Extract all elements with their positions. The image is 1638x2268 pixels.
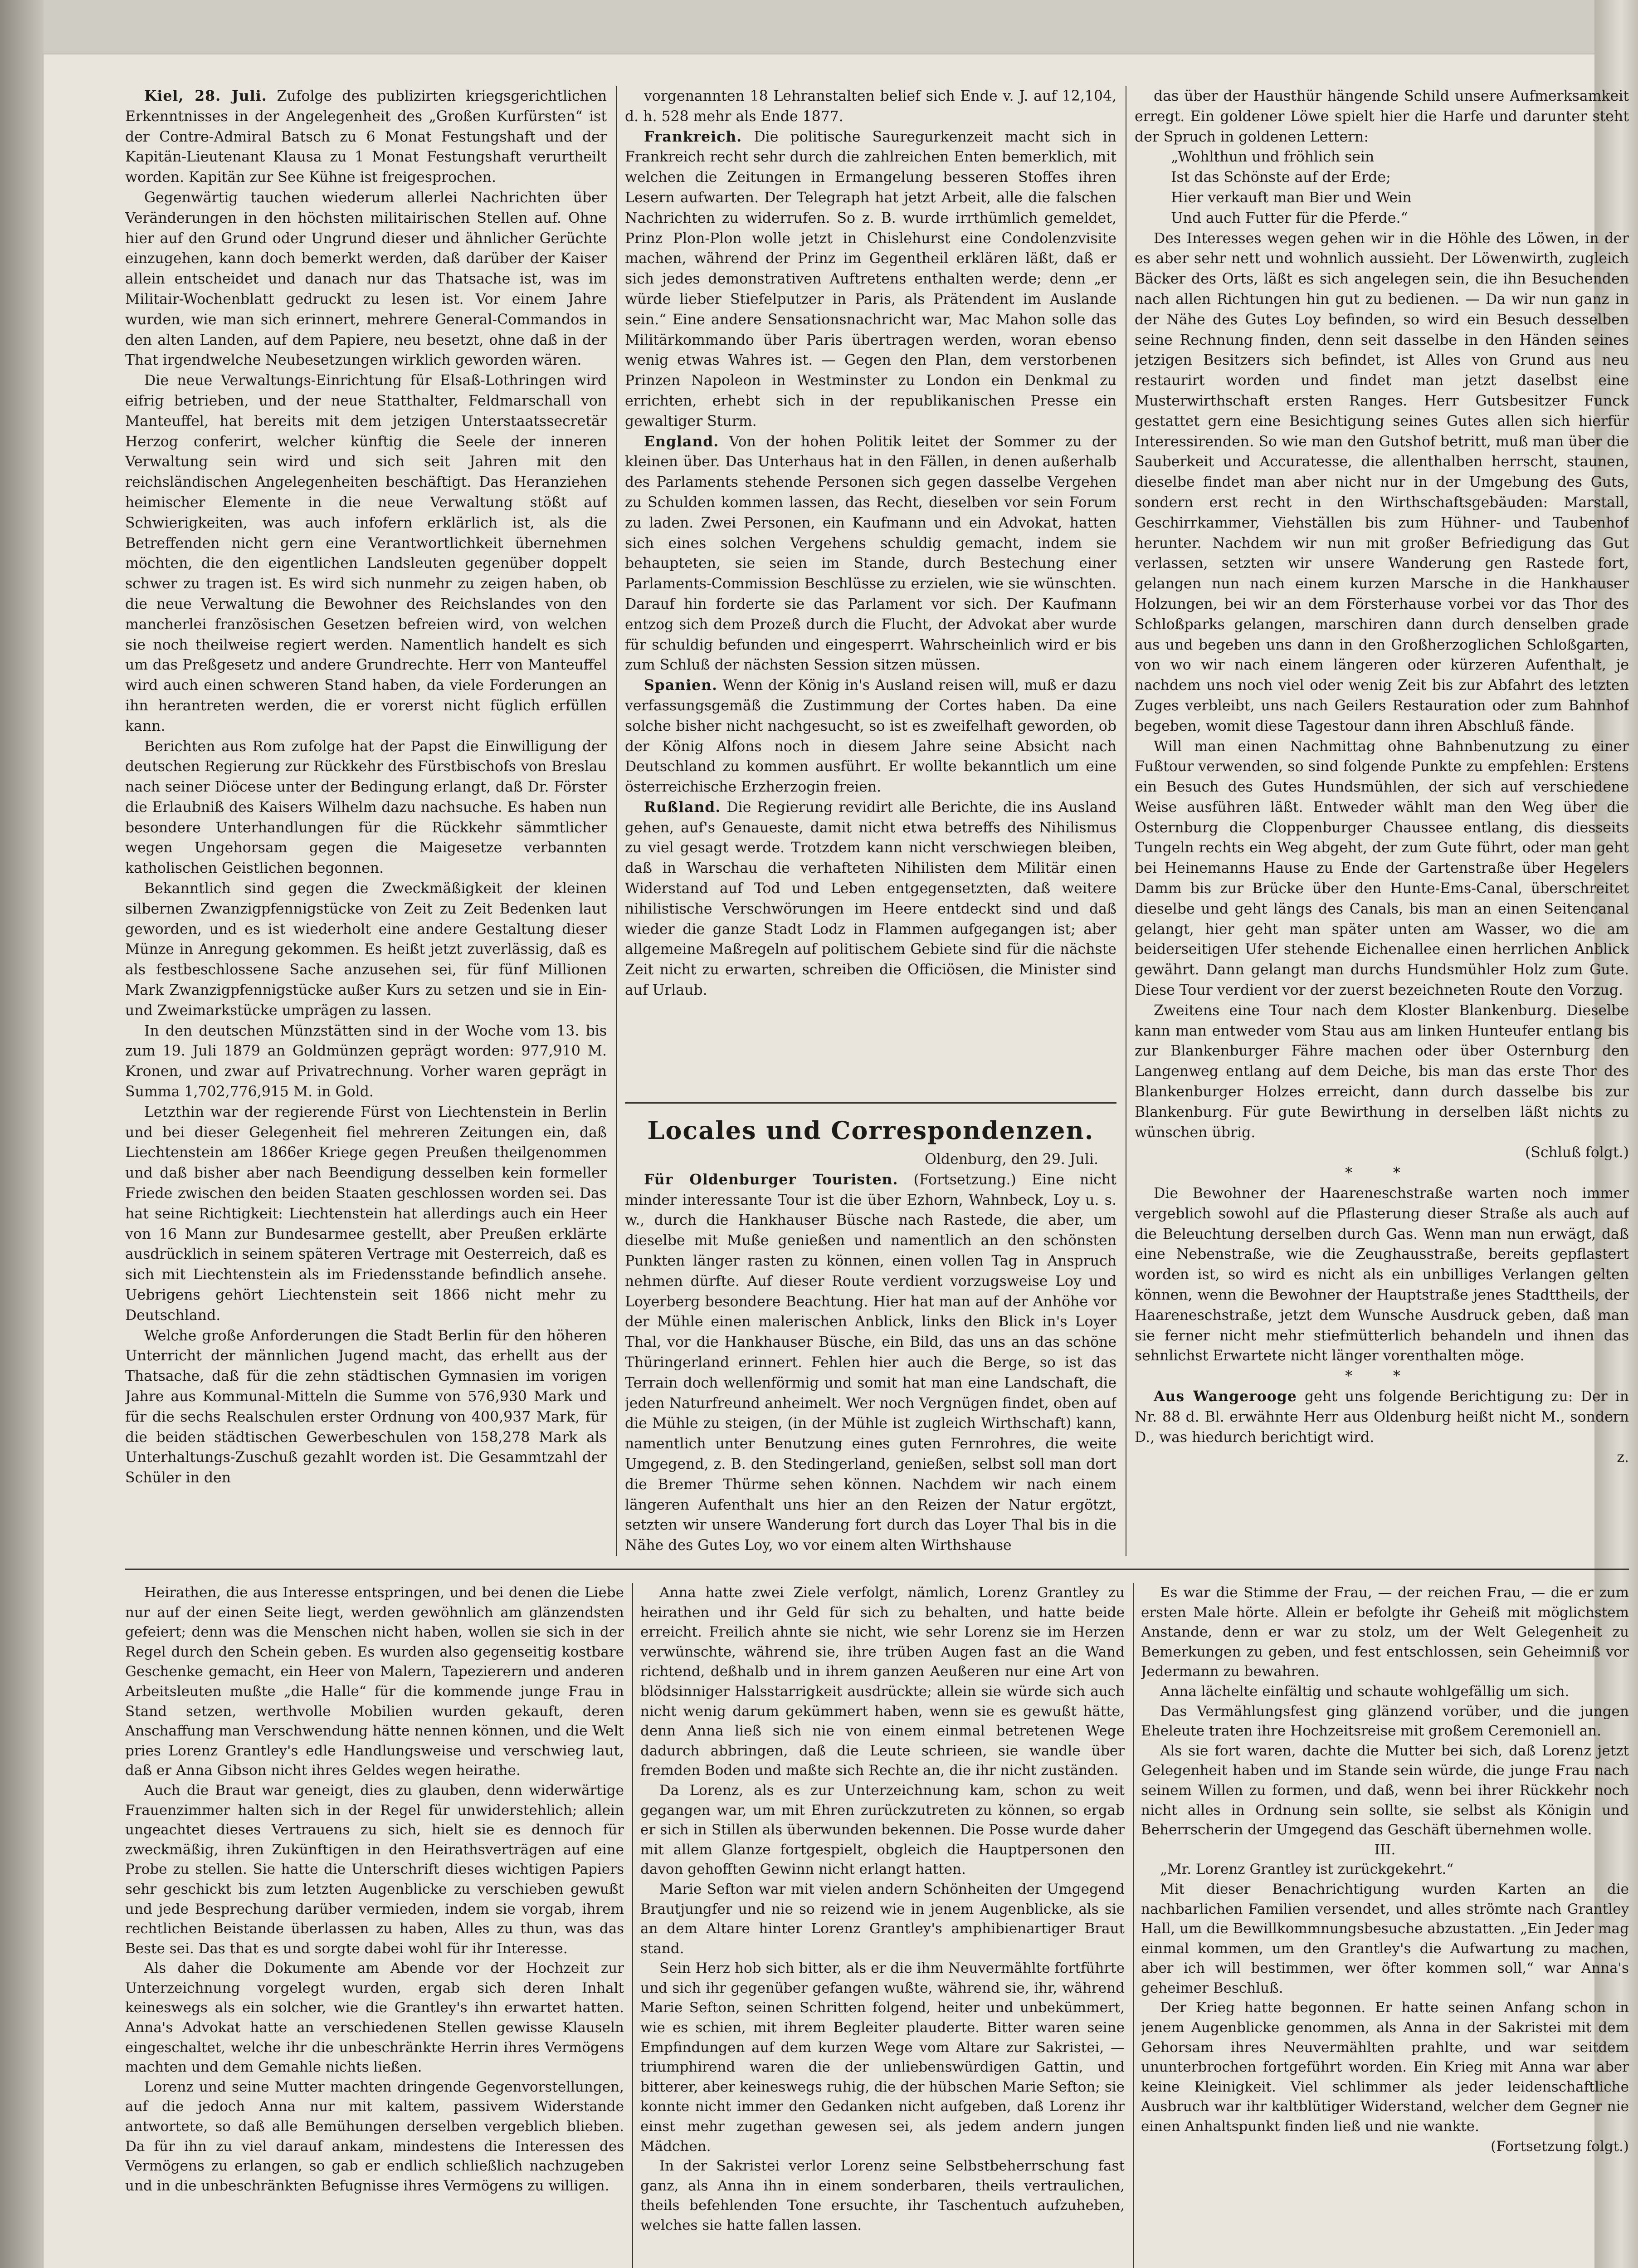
article-paragraph bbox=[640, 1781, 1125, 1880]
article-paragraph bbox=[125, 737, 607, 879]
article-paragraph bbox=[125, 188, 607, 371]
article-lead: Aus Wangerooge bbox=[1154, 1388, 1297, 1405]
article-text: Die neue Verwaltungs-Einrichtung für Elsaß-Lothringen wird eifrig betrieben, und der neue Statthalter, Feldmarschall von Manteuffel, hat bereits mit dem jetzigen Unterstaatssecretär Herzog conferirt, welcher künftig die Seele der inneren Verwaltung sein wird und sich seit Jahren mit den reichsländischen Angelegenheiten beschäftigt. Das Heranziehen heimischer Elemente in die neue Verwaltung stößt auf Schwierigkeiten, was auch infofern erklärlich ist, als die Betreffenden nicht gern eine Verantwortlichkeit übernehmen möchten, die den eigentlichen Landsleuten gegenüber doppelt schwer zu tragen ist. Es wird sich nunmehr zu zeigen haben, ob die neue Verwaltung die Bewohner des Reichslandes von den mancherlei französischen Gesetzen befreien wird, von welchen sie noch theilweise regiert werden. Namentlich handelt es sich um das Preßgesetz und andere Grundrechte. Herr von Manteuffel wird auch einen schweren Stand haben, da viele Forderungen an ihn herantreten werden, die er vorerst nicht füglich erfüllen kann. bbox=[125, 372, 607, 734]
column-rule bbox=[616, 86, 617, 1556]
verse-line: Und auch Futter für die Pferde.“ bbox=[1171, 210, 1408, 226]
article-paragraph bbox=[125, 371, 607, 736]
article-paragraph bbox=[1141, 1880, 1629, 1999]
article-paragraph bbox=[1135, 1001, 1629, 1143]
article-text: „Mr. Lorenz Grantley ist zurückgekehrt.“ bbox=[1160, 1861, 1454, 1878]
article-text: In der Sakristei verlor Lorenz seine Selbstbeherrschung fast ganz, als Anna ihn in einem sonderbaren, theils vertraulichen, theils befehlenden Tone ersuchte, ihr Taschentuch aufzuheben, welches sie hatte fallen lassen. bbox=[640, 2158, 1125, 2234]
article-paragraph bbox=[1141, 1682, 1629, 1702]
article-text: Zufolge des publizirten kriegsgerichtlichen Erkenntnisses in der Angelegenheit des „Großen Kurfürsten“ ist der Contre-Admiral Batsch zu 6 Monat Festungshaft und der Kapitän-Lieutenant Klausa zu 1 Monat Festungshaft verurtheilt worden. Kapitän zur See Kühne ist freigesprochen. bbox=[125, 88, 607, 186]
article-paragraph bbox=[640, 1880, 1125, 1959]
article-text: Berichten aus Rom zufolge hat der Papst die Einwilligung der deutschen Regierung zur Rückkehr des Fürstbischofs von Breslau nach seiner Diöcese unter der Bedingung erlangt, daß Dr. Förster die Erlaubniß des Kaisers Wilhelm dazu nachsuche. Es haben nun besondere Unterhandlungen für die Rückkehr sämmtlicher wegen Ungehorsam gegen die Maigesetze verbannten katholischen Geistlichen begonnen. bbox=[125, 738, 607, 877]
article-text: Der Krieg hatte begonnen. Er hatte seinen Anfang schon in jenem Augenblicke genommen, als Anna in der Sakristei mit dem Gehorsam ihres Neuvermählten prahlte, und war seitdem ununterbrochen fortgeführt worden. Ein Krieg mit Anna war aber keine Kleinigkeit. Viel schlimmer als jeder leidenschaftliche Ausbruch war ihr kaltblütiger Widerstand, welcher dem Gegner nie einen Anhaltspunkt finden ließ und nie wankte. bbox=[1141, 1999, 1629, 2135]
feuilleton-rule bbox=[125, 1569, 1629, 1570]
article-text: geht uns folgende Berichtigung zu: Der in Nr. 88 d. Bl. erwähnte Herr aus Oldenburg heißt nicht M., sondern D., was hiedurch berichtigt wird. bbox=[1135, 1388, 1629, 1446]
article-paragraph bbox=[640, 1959, 1125, 2156]
article-paragraph bbox=[1135, 229, 1629, 737]
article-paragraph bbox=[125, 1021, 607, 1102]
continuation-note: (Fortsetzung folgt.) bbox=[1491, 2138, 1629, 2155]
article-text: Da Lorenz, als es zur Unterzeichnung kam, schon zu weit gegangen war, um mit Ehren zurückzutreten zu können, so ergab er sich in Stillen als überwunden bekennen. Die Posse wurde daher mit allem Glanze fortgespielt, obgleich die Hauptpersonen den davon gehofften Gewinn nicht erlangt hatten. bbox=[640, 1782, 1125, 1878]
article-text: Zweitens eine Tour nach dem Kloster Blankenburg. Dieselbe kann man entweder vom Stau aus am linken Hunteufer entlang bis zur Blankenburger Fähre machen oder über Osternburg den Langenweg entlang auf dem Deiche, bis man das erste Thor des Blankenburger Holzes erreicht, dann durch dasselbe bis zur Blankenburg. Für gute Bewirthung in derselben läßt nichts zu wünschen übrig. bbox=[1135, 1002, 1629, 1141]
serial-column-1 bbox=[125, 1583, 624, 2268]
article-text: Als daher die Dokumente am Abende vor der Hochzeit zur Unterzeichnung vorgelegt wurden, ergab sich deren Inhalt keineswegs als ein solcher, wie die Grantley's ihn erwartet hatten. Anna's Advokat hatte an verschiedenen Stellen gewisse Klauseln eingeschaltet, welche ihr die unbeschränkte Herrin ihres Vermögens machten und dem Gemahle nichts ließen. bbox=[125, 1960, 624, 2076]
article-lead: Kiel, 28. Juli. bbox=[144, 88, 267, 104]
article-paragraph bbox=[1135, 86, 1629, 147]
article-paragraph bbox=[625, 675, 1116, 797]
article-paragraph bbox=[1141, 1998, 1629, 2136]
article-text: Bekanntlich sind gegen die Zweckmäßigkeit der kleinen silbernen Zwanzigpfennigstücke von Zeit zu Zeit Bedenken laut geworden, und es ist wiederholt eine andere Gestaltung dieser Münze in Anregung gekommen. Es heißt jetzt zuverlässig, daß es als festbeschlossene Sache anzusehen sei, für fünf Millionen Mark Zwanzigpfennigstücke außer Kurs zu setzen und sie in Ein- und Zweimarkstücke umprägen zu lassen. bbox=[125, 880, 607, 1019]
article-paragraph bbox=[125, 1102, 607, 1326]
article-lead: Frankreich. bbox=[644, 128, 742, 145]
article-text: (Fortsetzung.) Eine nicht minder interessante Tour ist die über Ezhorn, Wahnbeck, Loy u. s. w., durch die Hankhauser Büsche nach Rastede, die aber, um dieselbe mit Muße genießen und namentlich an den schönsten Punkten länger rasten zu können, einen vollen Tag in Anspruch nehmen dürfte. Auf dieser Route verdient vorzugsweise Loy und Loyerberg besondere Beachtung. Hier hat man auf der Anhöhe vor der Mühle einen malerischen Anblick, links den Blick in's Loyer Thal, vor die Hankhauser Büsche, ein Bild, das uns an das schöne Thüringerland erinnert. Fehlen hier auch die Berge, so ist das Terrain doch wellenförmig und somit hat man eine Landschaft, die jeden Naturfreund anheimelt. Wer noch Vergnügen findet, oben auf die Mühle zu steigen, (in der Mühle ist zugleich Wirthschaft) kann, namentlich unter Benutzung eines guten Fernrohres, die weite Umgegend, z. B. den Stedingerland, genießen, selbst soll man dort die Bremer Thürme sehen können. Nachdem wir nach einem längeren Aufenthalt uns hier an den Reizen der Natur ergötzt, setzten wir unsere Wanderung fort durch das Loyer Thal bis in die Nähe des Gutes Loy, wo vor einem alten Wirthshause bbox=[625, 1171, 1116, 1554]
article-paragraph bbox=[1141, 1583, 1629, 1682]
article-text: Die Bewohner der Haareneschstraße warten noch immer vergeblich sowohl auf die Pflasterung dieser Straße als auch auf die Beleuchtung derselben durch Gas. Wenn man nun erwägt, daß eine Nebenstraße, wie die Zeughausstraße, bereits gepflastert worden ist, so wird es nicht als ein unbilliges Verlangen gelten können, wenn die Bewohner der Hauptstraße jenes Stadttheils, der Haareneschstraße, jetzt dem Wunsche Ausdruck geben, daß man sie ferner nicht mehr stiefmütterlich behandeln und ihnen das sehnlichst Erwartete nicht länger vorenthalten möge. bbox=[1135, 1185, 1629, 1364]
article-text: Heirathen, die aus Interesse entspringen, und bei denen die Liebe nur auf der einen Seite liegt, werden gewöhnlich am glänzendsten gefeiert; denn was die Menschen nicht haben, wollen sie sich in der Regel durch den Schein geben. Es wurden also gegenseitig kostbare Geschenke gemacht, ein Heer von Malern, Tapezierern und anderen Arbeitsleuten mußte „die Halle“ für die kommende junge Frau in Stand setzen, werthvolle Mobilien wurden gekauft, deren Anschaffung man Verschwendung hätte nennen können, und die Welt pries Lorenz Grantley's edle Handlungsweise und verschwieg laut, daß er Anna Gibson nicht ihres Geldes wegen heirathe. bbox=[125, 1584, 624, 1779]
article-paragraph bbox=[125, 1583, 624, 1781]
article-paragraph bbox=[1141, 1860, 1629, 1880]
article-text: Auch die Braut war geneigt, dies zu glauben, denn widerwärtige Frauenzimmer halten sich in der Regel für unwiderstehlich; allein ungeachtet dieses Vertrauens zu sich, hielt sie es dennoch für zweckmäßig, ihren Zukünftigen in den Heirathsverträgen auf eine Probe zu stellen. Sie hatte die Unterschrift dieses wichtigen Papiers sehr geschickt bis zum letzten Augenblicke zu verschieben gewußt und jede Besprechung darüber vermieden, indem sie vorgab, ihrem rechtlichen Beistande überlassen zu haben, Alles zu thun, was das Beste sei. Das that es und sorgte dabei wohl für ihr Interesse. bbox=[125, 1782, 624, 1957]
dateline: Oldenburg, den 29. Juli. bbox=[925, 1151, 1098, 1168]
local-news-body bbox=[625, 1170, 1116, 1556]
article-paragraph bbox=[1135, 1183, 1629, 1366]
article-text: vorgenannten 18 Lehranstalten belief sich Ende v. J. auf 12,104, d. h. 528 mehr als Ende 1877. bbox=[625, 88, 1116, 125]
article-paragraph bbox=[1141, 1702, 1629, 1741]
article-text: Letzthin war der regierende Fürst von Liechtenstein in Berlin und bei dieser Gelegenheit fiel mehreren Zeitungen ein, daß Liechtenstein am 1866er Kriege gegen Preußen theilgenommen und daß bisher aber nach Beendigung desselben kein formeller Friede zwischen den beiden Staaten geschlossen worden sei. Das hat seine Richtigkeit: Liechtenstein hat allerdings auch ein Heer von 16 Mann zur Bundesarmee gestellt, aber Preußen erklärte ausdrücklich in seinem späteren Vertrage mit Oesterreich, daß es sich mit Liechtenstein als im Friedensstande befindlich ansehe. Uebrigens gehört Liechtenstein seit 1866 nicht mehr zu Deutschland. bbox=[125, 1104, 607, 1324]
section-rule bbox=[625, 1102, 1116, 1104]
chapter-number: III. bbox=[1374, 1841, 1396, 1858]
serial-column-3 bbox=[1141, 1583, 1629, 2268]
article-paragraph bbox=[1135, 737, 1629, 1001]
column-rule bbox=[632, 1583, 633, 2268]
section-separator: * * bbox=[1345, 1368, 1419, 1385]
article-text: Von der hohen Politik leitet der Sommer zu der kleinen über. Das Unterhaus hat in den Fällen, in denen außerhalb des Parlaments stehende Personen sich gegen dasselbe Vergehen zu Schulden kommen lassen, das Recht, dieselben vor sein Forum zu laden. Zwei Personen, ein Kaufmann und ein Advokat, hatten sich eines solchen Vergehens schuldig gemacht, indem sie behaupteten, sie seien im Stande, durch Bestechung einer Parlaments-Commission Beschlüsse zu erzielen, wie sie wünschten. Darauf hin forderte sie das Parlament vor sich. Der Kaufmann entzog sich dem Prozeß durch die Flucht, der Advokat aber wurde für schuldig befunden und eingesperrt. Wahrscheinlich wird er bis zum Schluß der nächsten Session sitzen müssen. bbox=[625, 433, 1116, 674]
article-paragraph bbox=[125, 1326, 607, 1488]
article-text: Die Regierung revidirt alle Berichte, die ins Ausland gehen, auf's Genaueste, damit nicht etwa betreffs des Nihilismus zu viel gesagt werde. Trotzdem kann nicht verschwiegen bleiben, daß in Warschau die verhafteten Nihilisten dem Militär einen Widerstand auf Tod und Leben entgegensetzten, daß weitere nihilistische Verschwörungen im Heere entdeckt sind und daß wieder die ganze Stadt Lodz in Flammen aufgegangen ist; aber allgemeine Maßregeln auf politischem Gebiete sind für die nächste Zeit nicht zu erwarten, schreiben die Officiösen, die Minister sind auf Urlaub. bbox=[625, 799, 1116, 999]
section-heading: Locales und Correspondenzen. bbox=[647, 1116, 1094, 1145]
continuation-note: z. bbox=[1617, 1449, 1629, 1466]
upper-column-2 bbox=[625, 86, 1116, 1098]
article-paragraph bbox=[625, 432, 1116, 676]
article-text: Anna lächelte einfältig und schaute wohlgefällig um sich. bbox=[1160, 1683, 1570, 1700]
column-rule bbox=[1133, 1583, 1134, 2268]
article-text: Mit dieser Benachrichtigung wurden Karten an die nachbarlichen Familien versendet, und alles strömte nach Grantley Hall, um die Bewillkommnungsbesuche abzustatten. „Ein Jeder mag einmal kommen, um den Grantley's die Aufwartung zu machen, aber ich will bestimmen, wer öfter kommen soll,“ war Anna's geheimer Beschluß. bbox=[1141, 1881, 1629, 1996]
article-text: Will man einen Nachmittag ohne Bahnbenutzung zu einer Fußtour verwenden, so sind folgende Punkte zu empfehlen: Erstens ein Besuch des Gutes Hundsmühlen, der sich auf verschiedene Weise ausführen läßt. Entweder wählt man den Weg über die Osternburg die Cloppenburger Chaussee entlang, dis diesseits Tungeln rechts ein Weg abgeht, der zum Gute führt, oder man geht bei Heinemanns Hause zu Ende der Gartenstraße über Hegelers Damm bis zur Brücke über den Hunte-Ems-Canal, überschreitet dieselbe und geht längs des Canals, bis man an einen Seitencanal gelangt, hier geht man später unten am Wasser, wo die am beiderseitigen Ufer stehende Eichenallee einen herrlichen Anblick gewährt. Dann gelangt man durchs Hundsmühler Holz zum Gute. Diese Tour verdient vor der zuerst bezeichneten Route den Vorzug. bbox=[1135, 738, 1629, 999]
article-paragraph bbox=[640, 1583, 1125, 1781]
article-paragraph bbox=[125, 1781, 624, 1959]
article-paragraph bbox=[125, 86, 607, 188]
serial-column-2 bbox=[640, 1583, 1125, 2268]
article-text: Welche große Anforderungen die Stadt Berlin für den höheren Unterricht der männlichen Jugend macht, das erhellt aus der Thatsache, daß für die zehn städtischen Gymnasien im vorigen Jahre aus Kommunal-Mitteln die Summe von 576,930 Mark und für die sechs Realschulen erster Ordnung von 400,937 Mark, für die beiden städtischen Gewerbeschulen von 158,278 Mark als Unterhaltungs-Zuschuß gezahlt worden ist. Die Gesammtzahl der Schüler in den bbox=[125, 1327, 607, 1486]
article-text: Als sie fort waren, dachte die Mutter bei sich, daß Lorenz jetzt Gelegenheit haben und im Stande sein würde, die junge Frau nach seinem Willen zu formen, und daß, wenn bei ihrer Rückkehr noch nicht alles in Ordnung sein sollte, sie selbst als Königin und Beherrscherin der Umgegend das Geschäft übernehmen wolle. bbox=[1141, 1742, 1629, 1838]
local-news-column bbox=[625, 1110, 1116, 1563]
article-text: Lorenz und seine Mutter machten dringende Gegenvorstellungen, auf die jedoch Anna nur mit kaltem, passivem Widerstande antwortete, so daß alle Bemühungen derselben vergeblich blieben. Da für ihn zu viel darauf ankam, mindestens die Interessen des Vermögens zu erlangen, so gab er endlich schließlich nachzugeben und in die unbeschränkten Befugnisse ihres Vermögens zu willigen. bbox=[125, 2078, 624, 2194]
newspaper-page bbox=[44, 54, 1629, 2268]
article-text: Wenn der König in's Ausland reisen will, muß er dazu verfassungsgemäß die Zustimmung der Cortes haben. Da eine solche bisher nicht nachgesucht, so ist es zweifelhaft geworden, ob der König Alfons noch in diesem Jahre seine Absicht nach Deutschland zu kommen ausführt. Er wollte bekanntlich um eine österreichische Erzherzogin freien. bbox=[625, 677, 1116, 796]
article-text: Es war die Stimme der Frau, — der reichen Frau, — die er zum ersten Male hörte. Allein er befolgte ihr Geheiß mit möglichstem Anstande, denn er war zu stolz, um der Welt Gelegenheit zu Bemerkungen zu geben, und fest entschlossen, sein Geheimniß vor Jedermann zu bewahren. bbox=[1141, 1584, 1629, 1680]
upper-column-3 bbox=[1135, 86, 1629, 1560]
article-paragraph bbox=[625, 1170, 1116, 1556]
upper-column-1 bbox=[125, 86, 607, 1556]
article-paragraph bbox=[640, 2156, 1125, 2235]
article-text: Sein Herz hob sich bitter, als er die ihm Neuvermählte fortführte und sich ihr gegenüber gefangen wußte, während sie, ihr, während Marie Sefton, seinen Schritten folgend, heiter und unbekümmert, wie es schien, mit ihrem Begleiter plauderte. Bitter waren seine Empfindungen auf dem kurzen Wege vom Altare zur Sakristei, — triumphirend waren die der unliebenswürdigen Gattin, und bitterer, aber keineswegs ruhig, die der hübschen Marie Sefton; sie konnte nicht immer den Gedanken nicht aufgeben, daß Lorenz ihr einst mehr zugethan gewesen sei, als jedem andern jungen Mädchen. bbox=[640, 1960, 1125, 2155]
verse-line: „Wohlthun und fröhlich sein bbox=[1171, 149, 1375, 166]
article-paragraph bbox=[625, 86, 1116, 127]
article-text: Marie Sefton war mit vielen andern Schönheiten der Umgegend Brautjungfer und nie so reizend wie in jenem Augenblicke, als sie an dem Altare hinter Lorenz Grantley's amphibienartiger Braut stand. bbox=[640, 1881, 1125, 1957]
article-paragraph bbox=[125, 2077, 624, 2196]
article-text: In den deutschen Münzstätten sind in der Woche vom 13. bis zum 19. Juli 1879 an Goldmünzen geprägt worden: 977,910 M. Kronen, und zwar auf Privatrechnung. Vorher waren geprägt in Summa 1,702,776,915 M. in Gold. bbox=[125, 1022, 607, 1100]
article-paragraph bbox=[125, 1959, 624, 2077]
scan-binding-edge bbox=[0, 0, 44, 2268]
article-paragraph bbox=[625, 797, 1116, 1001]
article-text: das über der Hausthür hängende Schild unsere Aufmerksamkeit erregt. Ein goldener Löwe spielt hier die Harfe und darunter steht der Spruch in goldenen Lettern: bbox=[1135, 88, 1629, 145]
article-paragraph bbox=[1141, 1741, 1629, 1840]
article-text: Gegenwärtig tauchen wiederum allerlei Nachrichten über Veränderungen in den höchsten militairischen Stellen auf. Ohne hier auf den Grund oder Ungrund dieser und ähnlicher Gerüchte einzugehen, kann doch bemerkt werden, daß darüber der Kaiser allein entscheidet und danach nur das Thatsache ist, was im Militair-Wochenblatt gedruckt zu lesen ist. Vor einem Jahre wurden, wie man sich erinnert, mehrere General-Commandos in den alten Landen, auf dem Papiere, neu besetzt, ohne daß in der That irgendwelche Neubesetzungen wirklich geworden wären. bbox=[125, 189, 607, 369]
article-text: Das Vermählungsfest ging glänzend vorüber, und die jungen Eheleute traten ihre Hochzeitsreise mit großem Ceremoniell an. bbox=[1141, 1703, 1629, 1740]
article-lead: Für Oldenburger Touristen. bbox=[644, 1171, 898, 1188]
article-text: Die politische Sauregurkenzeit macht sich in Frankreich recht sehr durch die zahlreichen Enten bemerklich, mit welchen die Zeitungen in Ermangelung besseren Stoffes ihren Lesern aufwarten. Der Telegraph hat jetzt Arbeit, alle die falschen Nachrichten zu widerrufen. So z. B. wurde irrthümlich gemeldet, Prinz Plon-Plon wolle jetzt in Chislehurst eine Condolenzvisite machen, während der Prinz im Gegentheil erklären läßt, daß er sich jedes demonstrativen Auftretens enthalten werde; denn „er würde lieber Stiefelputzer in Paris, als Prätendent im Auslande sein.“ Eine andere Sensationsnachricht war, Mac Mahon solle das Militärkommando über Paris übertragen werden, woran ebenso wenig etwas Wahres ist. — Gegen den Plan, dem verstorbenen Prinzen Napoleon in Westminster zu London ein Denkmal zu errichten, erhebt sich in der republikanischen Presse ein gewaltiger Sturm. bbox=[625, 128, 1116, 430]
article-lead: England. bbox=[644, 433, 719, 450]
article-paragraph bbox=[625, 127, 1116, 432]
article-paragraph bbox=[1135, 1387, 1629, 1447]
verse-line: Ist das Schönste auf der Erde; bbox=[1171, 169, 1391, 186]
article-text: Anna hatte zwei Ziele verfolgt, nämlich, Lorenz Grantley zu heirathen und ihr Geld für sich zu behalten, und hatte beide erreicht. Freilich ahnte sie nicht, wie sehr Lorenz sie im Herzen verwünschte, während sie, ihre trüben Augen fast an die Wand richtend, deßhalb und in ihrem ganzen Aeußeren nur eine Art von blödsinniger Halsstarrigkeit ausdrückte; allein sie würde sich auch nicht wenig darum gekümmert haben, wenn sie es gewußt hätte, denn Anna ließ sich nie von einem einmal betretenen Wege dadurch abbringen, daß die Leute schrieen, sie wandle über fremden Boden und maßte sich Rechte an, die ihr nicht zuständen. bbox=[640, 1584, 1125, 1779]
section-separator: * * bbox=[1345, 1165, 1419, 1182]
article-lead: Spanien. bbox=[644, 677, 717, 694]
article-text: Des Interesses wegen gehen wir in die Höhle des Löwen, in der es aber sehr nett und wohnlich aussieht. Der Löwenwirth, zugleich Bäcker des Orts, läßt es sich angelegen sein, die ihn Besuchenden nach allen Richtungen hin gut zu bedienen. — Da wir nun ganz in der Nähe des Gutes Loy befinden, so wird ein Besuch desselben seine Rechnung finden, denn seit dasselbe in den Händen seines jetzigen Besitzers sich befindet, ist Alles von Grund aus neu restaurirt worden und findet man jetzt daselbst eine Musterwirthschaft ersten Ranges. Herr Gutsbesitzer Funck gestattet gern eine Besichtigung seines Gutes allen sich hierfür Interessirenden. So wie man den Gutshof betritt, muß man über die Sauberkeit und Accuratesse, die allenthalben herrscht, staunen, dieselbe findet man aber nicht nur in der Umgebung des Guts, sondern erst recht in den Wirthschaftsgebäuden: Marstall, Geschirrkammer, Viehställen bis zum Hühner- und Taubenhof herunter. Nachdem wir nun mit großer Befriedigung das Gut verlassen, setzten wir unsere Wanderung gen Rastede fort, gelangen nun nach einem kurzen Marsche in die Hankhauser Holzungen, bei wir an dem Försterhause vorbei vor das Thor des Schloßparks gelangen, marschiren dann durch denselben grade aus und begeben uns dann in den Großherzoglichen Schloßgarten, von wo wir nach einem längeren oder kürzeren Aufenthalt, je nachdem uns noch viel oder wenig Zeit bis zur Abfahrt des letzten Zuges verbleibt, uns nach Geilers Restauration oder zum Bahnhof begeben, womit diese Tagestour dann ihren Abschluß fände. bbox=[1135, 230, 1629, 734]
article-paragraph bbox=[125, 879, 607, 1021]
verse-line: Hier verkauft man Bier und Wein bbox=[1171, 189, 1412, 206]
continuation-note: (Schluß folgt.) bbox=[1525, 1144, 1629, 1161]
article-lead: Rußland. bbox=[644, 798, 721, 816]
